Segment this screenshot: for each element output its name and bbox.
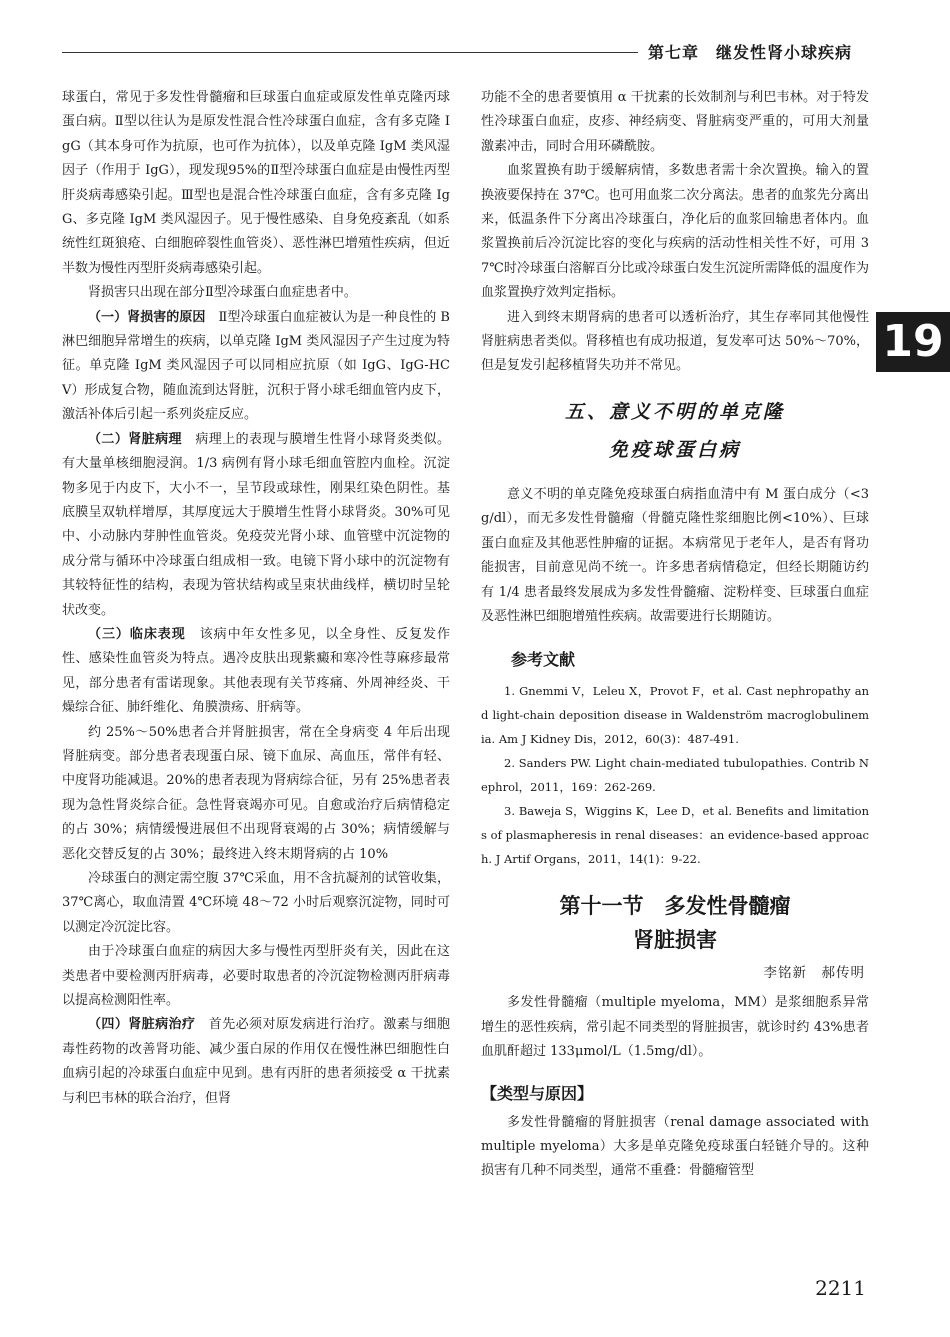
subsection-2 xyxy=(62,428,450,623)
section-11-title xyxy=(481,889,869,957)
section-5-heading-line2: 免疫球蛋白病 xyxy=(608,438,741,461)
right-paragraph-2: 血浆置换有助于缓解病情，多数患者需十余次置换。输入的置换液要保持在 37℃。也可用血浆二次分离法。患者的血浆先分离出来，低温条件下分离出冷球蛋白，净化后的血浆回输患者体内。血浆置换前后冷沉淀比容的变化与疾病的活动性相关性不好，可用 37℃时冷球蛋白溶解百分比或冷球蛋白发生沉淀所需降低的温度作为血浆置换疗效判定指标。 xyxy=(481,163,869,301)
left-paragraph-1: 球蛋白，常见于多发性骨髓瘤和巨球蛋白血症或原发性单克隆丙球蛋白病。Ⅱ型以往认为是原发性混合性冷球蛋白血症，含有多克隆 IgG（其本身可作为抗原，也可作为抗体），以及单克隆 IgM 类风湿因子（作用于 IgG），现发现95%的Ⅱ型冷球蛋白血症是由慢性丙型肝炎病毒感染引起。Ⅲ型也是混合性冷球蛋白血症，含有多克隆 IgG、多克隆 IgM 类风湿因子。见于慢性感染、自身免疫紊乱（如系统性红斑狼疮、白细胞碎裂性血管炎）、恶性淋巴增殖性疾病，但近半数为慢性丙型肝炎病毒感染引起。 xyxy=(62,90,450,276)
subsection-3-text: 该病中年女性多见，以全身性、反复发作性、感染性血管炎为特点。遇冷皮肤出现紫癜和寒冷性荨麻疹最常见，部分患者有雷诺现象。其他表现有关节疼痛、外周神经炎、干燥综合征、肺纤维化、角膜溃疡、肝病等。 xyxy=(62,626,450,716)
subsection-4-title: （四）肾脏病治疗 xyxy=(88,1017,196,1033)
reference-2: 2. Sanders PW. Light chain-mediated tubulopathies. Contrib Nephrol，2011，169：262-269. xyxy=(481,756,869,795)
right-paragraph-6: 多发性骨髓瘤的肾脏损害（renal damage associated with multiple myeloma）大多是单克隆免疫球蛋白轻链介导的。这种损害有几种不同类型，通常不重叠：骨髓瘤管型 xyxy=(481,1114,869,1179)
chapter-tab: 19 xyxy=(876,312,950,372)
right-paragraph-3: 进入到终末期肾病的患者可以透析治疗，其生存率同其他慢性肾脏病患者类似。肾移植也有成功报道，复发率可达 50%～70%，但是复发引起移植肾失功并不常见。 xyxy=(481,309,869,374)
right-paragraph-1: 功能不全的患者要慎用 α 干扰素的长效制剂与利巴韦林。对于特发性冷球蛋白血症，皮疹、神经病变、肾脏病变严重的，可用大剂量激素冲击，同时合用环磷酰胺。 xyxy=(481,90,869,154)
left-paragraph-5: 由于冷球蛋白血症的病因大多与慢性丙型肝炎有关，因此在这类患者中要检测丙肝病毒，必要时取患者的冷沉淀物检测丙肝病毒以提高检测阳性率。 xyxy=(62,944,450,1009)
subsection-2-title: （二）肾脏病理 xyxy=(88,431,182,447)
subsection-3-title: （三）临床表现 xyxy=(88,626,186,642)
left-paragraph-4: 冷球蛋白的测定需空腹 37℃采血，用不含抗凝剂的试管收集，37℃离心，取血清置 4℃环境 48～72 小时后观察沉淀物，同时可以测定冷沉淀比容。 xyxy=(62,871,450,935)
references-title: 参考文献 xyxy=(511,650,576,670)
subsection-1 xyxy=(62,306,450,428)
subsection-1-text: Ⅱ型冷球蛋白血症被认为是一种良性的 B 淋巴细胞异常增生的疾病，以单克隆 IgM 类风湿因子产生过度为特征。单克隆 IgM 类风湿因子可以同相应抗原（如 IgG、IgG-HCV）形成复合物，随血流到达肾脏，沉积于肾小球毛细血管内皮下，激活补体后引起一系列炎症反应。 xyxy=(62,309,450,423)
right-paragraph-4: 意义不明的单克隆免疫球蛋白病指血清中有 M 蛋白成分（<3g/dl），而无多发性骨髓瘤（骨髓克隆性浆细胞比例<10%）、巨球蛋白血症及其他恶性肿瘤的证据。本病常见于老年人，是否有肾功能损害，目前意见尚不统一。许多患者病情稳定，但经长期随访约有 1/4 患者最终发展成为多发性骨髓瘤、淀粉样变、巨球蛋白血症及恶性淋巴细胞增殖性疾病。故需要进行长期随访。 xyxy=(481,486,869,624)
running-header-title: 第七章 继发性肾小球疾病 xyxy=(648,43,853,62)
page-number: 2211 xyxy=(815,1276,866,1300)
section-5-heading-line1: 五、意义不明的单克隆 xyxy=(564,400,785,423)
header-rule xyxy=(62,52,638,53)
subsection-4-text: 首先必须对原发病进行治疗。激素与细胞毒性药物的改善肾功能、减少蛋白尿的作用仅在慢性淋巴细胞性白血病引起的冷球蛋白血症中见到。患有丙肝的患者须接受 α 干扰素与利巴韦林的联合治疗，但肾 xyxy=(62,1017,450,1106)
left-paragraph-3: 约 25%～50%患者合并肾脏损害，常在全身病变 4 年后出现肾脏病变。部分患者表现蛋白尿、镜下血尿、高血压，常伴有轻、中度肾功能减退。20%的患者表现为肾病综合征，另有 25%患者表现为急性肾炎综合征。急性肾衰竭亦可见。自愈或治疗后病情稳定的占 30%；病情缓慢进展但不出现肾衰竭的占 30%；病情缓解与恶化交替反复的占 30%；最终进入终末期肾病的占 10% xyxy=(62,724,450,862)
left-column xyxy=(62,86,450,1111)
left-paragraph-2: 肾损害只出现在部分Ⅱ型冷球蛋白血症患者中。 xyxy=(88,285,357,301)
subsection-4 xyxy=(62,1013,450,1111)
section-11-title-line2: 肾脏损害 xyxy=(633,928,717,953)
subsection-3 xyxy=(62,623,450,721)
section-11-title-line1: 第十一节 多发性骨髓瘤 xyxy=(559,894,791,919)
section-5-heading xyxy=(481,393,869,469)
reference-1: 1. Gnemmi V，Leleu X，Provot F，et al. Cast nephropathy and light-chain deposition disease in Waldenström macroglobulinemia. Am J Kidney Dis，2012，60(3)：487-491. xyxy=(481,684,869,747)
type-and-cause-heading: 【类型与原因】 xyxy=(481,1083,594,1103)
right-column xyxy=(481,86,869,1184)
authors: 李铭新 郝传明 xyxy=(763,965,865,982)
right-paragraph-5: 多发性骨髓瘤（multiple myeloma，MM）是浆细胞系异常增生的恶性疾病，常引起不同类型的肾脏损害，就诊时约 43%患者血肌酐超过 133μmol/L（1.5mg/dl）。 xyxy=(481,995,869,1060)
subsection-1-title: （一）肾损害的原因 xyxy=(88,309,206,325)
subsection-2-text: 病理上的表现与膜增生性肾小球肾炎类似。有大量单核细胞浸润。1/3 病例有肾小球毛细血管腔内血栓。沉淀物多见于内皮下，大小不一，呈节段或球性，刚果红染色阴性。基底膜呈双轨样增厚，其厚度远大于膜增生性肾小球肾炎。30%可见中、小动脉内芽肿性血管炎。免疫荧光肾小球、血管壁中沉淀物的成分常与循环中冷球蛋白组成相一致。电镜下肾小球中的沉淀物有其较特征性的结构，表现为管状结构或呈束状曲线样，横切时呈轮状改变。 xyxy=(62,431,450,618)
reference-3: 3. Baweja S，Wiggins K，Lee D，et al. Benefits and limitations of plasmapheresis in renal diseases：an evidence-based approach. J Artif Organs，2011，14(1)：9-22. xyxy=(481,804,869,867)
